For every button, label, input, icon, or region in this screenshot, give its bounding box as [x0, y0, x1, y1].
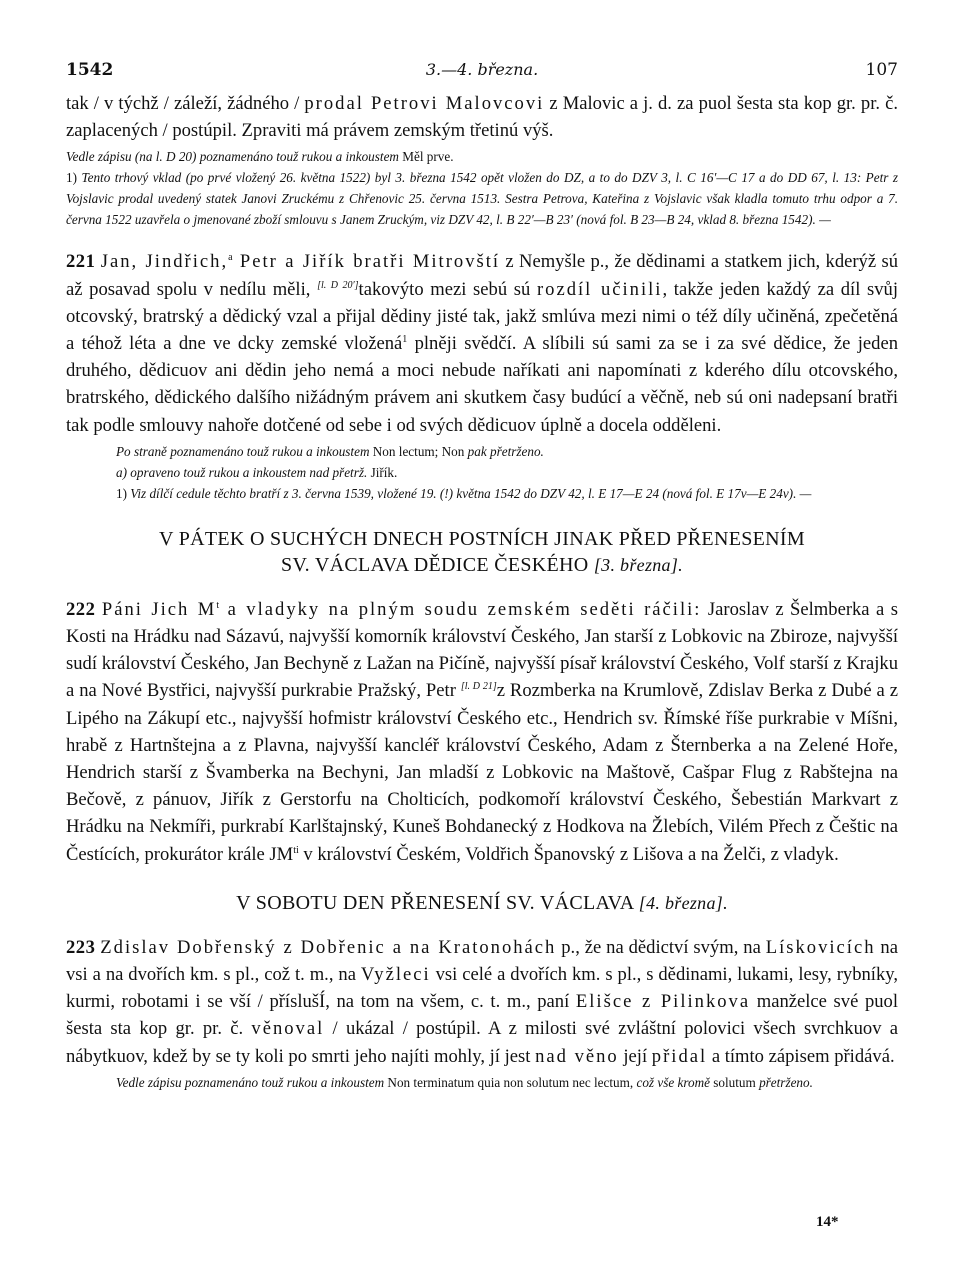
footnote-1: 1) Tento trhový vklad (po prvé vložený 26. května 1522) byl 3. března 1542 opět vložen do DZ, a to do DZV 3, l. C 16′—C 17 a do DD 67, l. 13: Petr z Vojslavic prodal uvedený statek Janovi Zruckému z Chřenovic 25. června 1513. Sestra Petrova, Kateřina z Vojslavic však kladla tomuto trhu odpor a 7. června 1522 uzavřela o jmenované zboží smlouvu s Janem Zruckým, viz DZV 42, l. B 22′—B 23′ (nová fol. B 23—B 24, vklad 8. března 1542). —	[66, 170, 898, 228]
entry-221: 221 Jan, Jindřich,$^a$ Petr a Jiřík bratři Mitrovští z Nemyšle p., že dědinami a statkem jich, kderýž sú až posavad spolu v nedílu měli, [l. D 20′]takovýto mezi sebú sú rozdíl učinili, takže jeden každý za díl svůj otcovský, bratrský a dědický vzal a přijal dědiny jisté tak, jakž smlúva mezi nimi o též díly učiněná, zpečetěná a téhož léta a dne ve dcky zemské vložená$^1$ plněji svědčí. A slíbili sú sami za se i za své dědice, že jeden druhého, dědicuov ani dědin jeho nemá a moci nebude naříkati ani napomínati z kderého dílu otcovského, bratrského, dědického dalšího nižádným právem ani skutkem časy budúcí a věčně, neb sú oni nadepsaní bratři tak podle smlouvy nahoře dotčené od sebe i od svých dědicuov úplně a docela odděleni.	[66, 251, 899, 436]
entry-222: 222 Páni Jich $M^t$ a vladyky na plným soudu zemském seděti ráčili: Jaroslav z Šelmberka a s Kosti na Hrádku nad Sázavú, najvyšší komorník království Českého, Jan starší z Lobkovic na Zbiroze, najvyšší sudí království Českého, Jan Bechyně z Lažan na Pičíně, najvyšší písař království Českého, Volf starší z Krajku a na Nové Bystřici, najvyšší purkrabie Pražský, Petr [l. D 21]z Rozmberka na Krumlově, Zdislav Berka z Dubé a z Lipého na Zákupí etc., najvyšší hofmistr království Českého etc., Hendrich sv. Římské říše purkrabie v Míšni, hrabě z Hartnštejna a z Plavna, najvyšší kancléř království Českého, Adam z Šternberka a na Zelené Hoře, Hendrich starší z Švamberka na Bechyni, Jan mladší z Lobkovic na Maštově, Cašpar Flug z Rabštejna na Bečově, z pánuov, Jiřík z Gerstorfu na Cholticích, podkomoří království Českého, Šebestián Markvart z Hrádku na Nekmíři, purkrabí Karlštajnský, Kuneš Bohdanecký z Hodkova na Žlebích, Vilém Přech z Češtic na Čestících, prokurátor krále $JM^{ti}$ v království Českém, Voldřich Španovský z Lišova a na Želči, z vladyk.	[66, 598, 898, 865]
variant-note-221: a) opraveno touž rukou a inkoustem nad přetrž. Jiřík.	[116, 464, 398, 480]
year: 1542	[66, 60, 114, 80]
section-heading-2: V SOBOTU DEN PŘENESENÍ SV. VÁCLAVA [4. března].	[236, 891, 728, 914]
footnote-221: 1) Viz dílčí cedule těchto bratří z 3. června 1539, vložené 19. (!) května 1542 do DZV 42, l. E 17—E 24 (nová fol. E 17v—E 24v). —	[116, 485, 812, 501]
marginal-note-223: Vedle zápisu poznamenáno touž rukou a inkoustem Non terminatum quia non solutum nec lectum, což vše kromě solutum přetrženo.	[116, 1074, 813, 1090]
folio-ref: [l. D 20′]	[317, 279, 359, 291]
marginal-note: Vedle zápisu (na l. D 20) poznamenáno touž rukou a inkoustem Měl prve.	[66, 149, 454, 165]
running-header	[66, 60, 898, 90]
page-number: 107	[865, 60, 898, 80]
header-date: 3.—4. března.	[425, 60, 539, 79]
page	[66, 60, 898, 1093]
entry-continuation: tak / v týchž / záleží, žádného / prodal Petrovi Malovcovi z Malovic a j. d. za puol šesta sta kop gr. pr. č. zaplacených / postúpil. Zpraviti má právem zemským třetinú výš.	[66, 93, 898, 142]
marginal-note-221: Po straně poznamenáno touž rukou a inkoustem Non lectum; Non pak přetrženo.	[116, 443, 544, 459]
entry-223: 223 Zdislav Dobřenský z Dobřenic a na Kratonohách p., že na dědictví svým, na Lískovicích na vsi a na dvořích km. s pl., což t. m., na Vyžleci vsi celé a dvořích km. s pl., s dědinami, lukami, lesy, rybníky, kurmi, robotami i se vší / příslušÍ, na tom na všem, c. t. m., paní Elišce z Pilinkova manželce své puol šesta sta kop gr. pr. č. věnoval / ukázal / postúpil. A z milosti své zvláštní polovici všech svrchkuov a nábytkuov, kdež by se ty koli po smrti jeho najíti mohly, jí jest nad věno její přidal a tímto zápisem přidává.	[66, 936, 899, 1067]
section-heading-1: V PÁTEK O SUCHÝCH DNECH POSTNÍCH JINAK PŘED PŘENESENÍM SV. VÁCLAVA DĚDICE ČESKÉHO [3. března].	[159, 527, 805, 576]
signature-mark: 14*	[816, 1214, 839, 1230]
folio-ref: [l. D 21]	[460, 681, 497, 693]
